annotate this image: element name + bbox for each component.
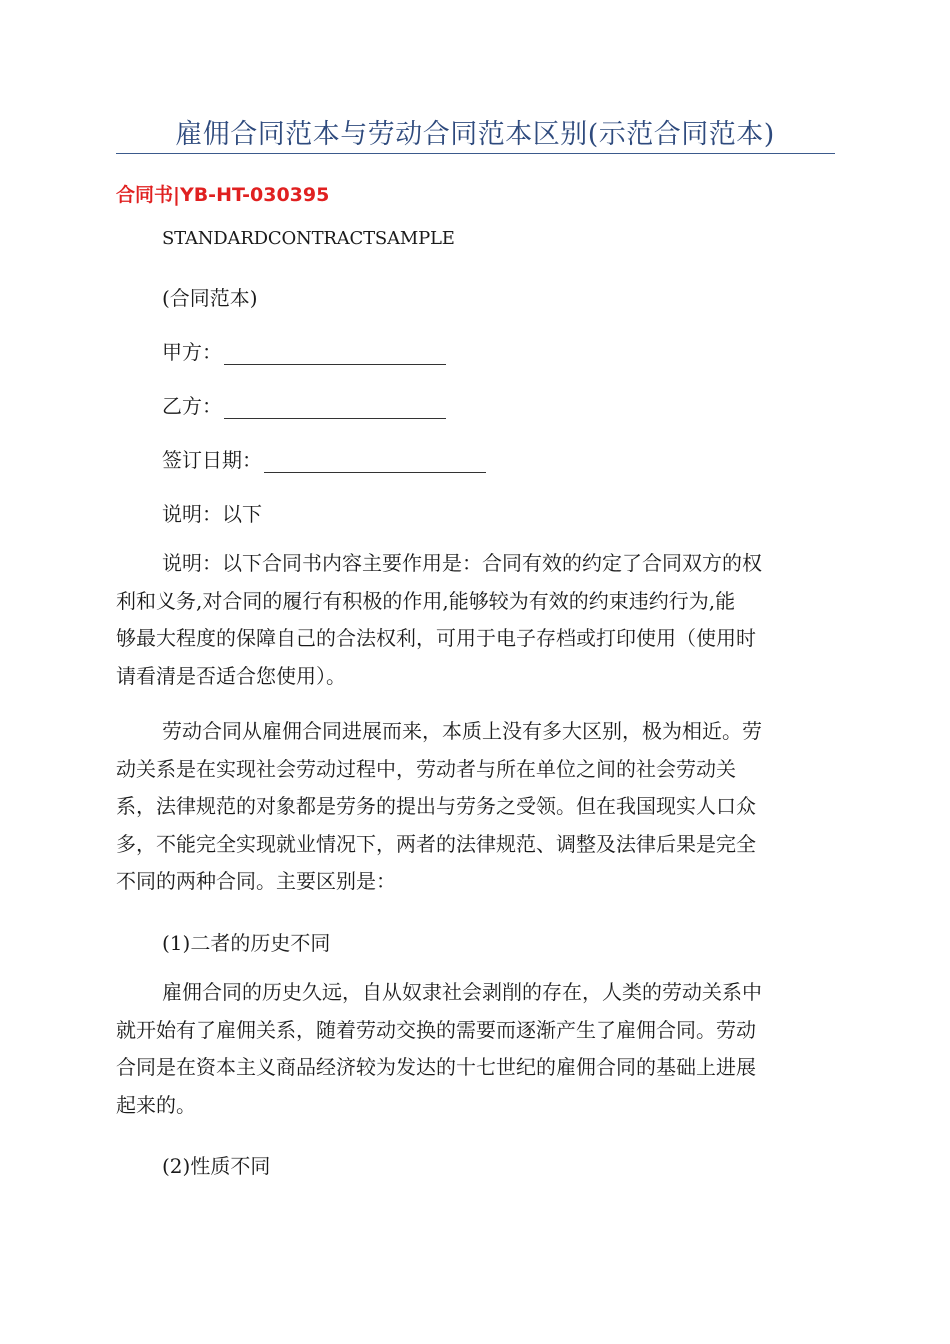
party-a-blank[interactable] xyxy=(224,344,446,365)
intro-paragraph xyxy=(116,713,836,901)
paragraph-line: 动关系是在实现社会劳动过程中，劳动者与所在单位之间的社会劳动关 xyxy=(116,756,736,781)
sign-date-label: 签订日期： xyxy=(162,448,262,472)
paragraph-line: 劳动合同从雇佣合同进展而来，本质上没有多大区别，极为相近。劳 xyxy=(162,719,762,743)
note-short: 说明：以下 xyxy=(162,502,262,526)
section-2-heading: (2)性质不同 xyxy=(162,1154,271,1178)
contract-code: 合同书|YB-HT-030395 xyxy=(116,184,330,206)
party-a-label: 甲方： xyxy=(162,340,222,364)
section-1-paragraph xyxy=(116,974,836,1124)
contract-subtitle: (合同范本) xyxy=(162,286,258,310)
paragraph-line: 合同是在资本主义商品经济较为发达的十七世纪的雇佣合同的基础上进展 xyxy=(116,1055,756,1079)
paragraph-line: 系，法律规范的对象都是劳务的提出与劳务之受领。但在我国现实人口众 xyxy=(116,794,756,818)
paragraph-line: 多，不能完全实现就业情况下，两者的法律规范、调整及法律后果是完全 xyxy=(116,831,756,856)
paragraph-line: 起来的。 xyxy=(116,1092,196,1117)
paragraph-line: 够最大程度的保障自己的合法权利，可用于电子存档或打印使用（使用时 xyxy=(116,626,756,650)
paragraph-line: 不同的两种合同。主要区别是： xyxy=(116,869,396,893)
paragraph-line: 说明：以下合同书内容主要作用是：合同有效的约定了合同双方的权 xyxy=(162,551,762,575)
paragraph-line: 请看清是否适合您使用）。 xyxy=(116,663,346,688)
sign-date-row xyxy=(162,444,486,473)
sign-date-blank[interactable] xyxy=(264,452,486,473)
paragraph-line: 就开始有了雇佣关系，随着劳动交换的需要而逐渐产生了雇佣合同。劳动 xyxy=(116,1017,756,1042)
paragraph-line: 雇佣合同的历史久远，自从奴隶社会剥削的存在，人类的劳动关系中 xyxy=(162,980,762,1004)
party-b-blank[interactable] xyxy=(224,398,446,419)
paragraph-line: 利和义务,对合同的履行有积极的作用,能够较为有效的约束违约行为,能 xyxy=(116,588,736,613)
document-title: 雇佣合同范本与劳动合同范本区别(示范合同范本) xyxy=(175,119,775,150)
note-paragraph xyxy=(116,545,836,695)
section-1-heading: (1)二者的历史不同 xyxy=(162,931,331,955)
title-underline xyxy=(116,153,835,154)
party-a-row xyxy=(162,336,446,365)
party-b-row xyxy=(162,390,446,419)
party-b-label: 乙方： xyxy=(162,394,222,418)
sample-label: STANDARDCONTRACTSAMPLE xyxy=(162,228,455,249)
